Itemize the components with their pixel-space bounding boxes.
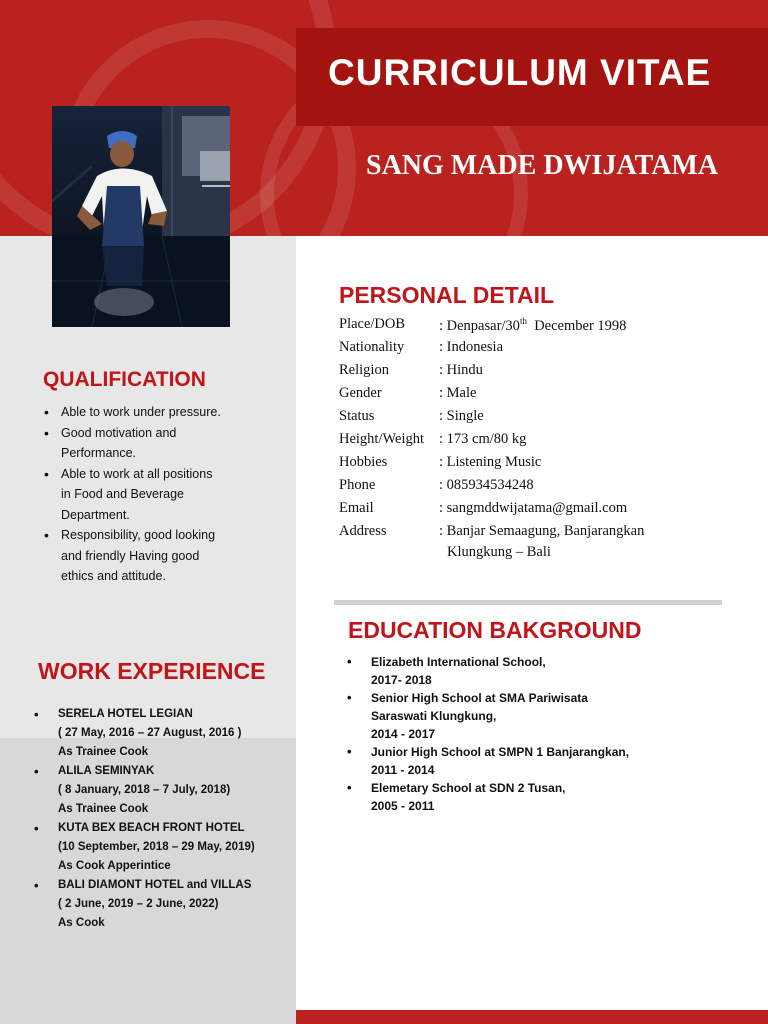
qualification-line: ethics and attitude. bbox=[61, 569, 166, 583]
dob-suffix: th bbox=[519, 316, 527, 326]
list-item bbox=[44, 402, 280, 423]
qualification-line: Performance. bbox=[61, 446, 137, 460]
table-row bbox=[339, 500, 644, 523]
detail-value: : Indonesia bbox=[439, 339, 504, 355]
detail-label: Place/DOB bbox=[339, 316, 406, 332]
detail-label: Nationality bbox=[339, 339, 405, 355]
work-period: ( 27 May, 2016 – 27 August, 2016 ) bbox=[58, 727, 242, 739]
footer-band bbox=[296, 1010, 768, 1024]
dob-value-end: December 1998 bbox=[526, 317, 627, 334]
qualification-line: • Good motivation and bbox=[61, 425, 177, 440]
table-row bbox=[339, 431, 644, 454]
table-row bbox=[339, 339, 644, 362]
detail-value bbox=[439, 316, 644, 339]
detail-value: : Single bbox=[439, 408, 484, 424]
list-item bbox=[347, 689, 707, 743]
work-place: • KUTA BEX BEACH FRONT HOTEL bbox=[58, 822, 245, 834]
table-row bbox=[339, 316, 644, 339]
work-period: ( 2 June, 2019 – 2 June, 2022) bbox=[58, 898, 219, 910]
portrait-photo-icon bbox=[52, 106, 230, 327]
qualification-line: in Food and Beverage bbox=[61, 487, 185, 501]
detail-label: Height/Weight bbox=[339, 431, 425, 447]
work-role: As Trainee Cook bbox=[58, 803, 149, 815]
list-item bbox=[347, 653, 707, 689]
candidate-name: SANG MADE DWIJATAMA bbox=[366, 150, 719, 181]
list-item bbox=[44, 423, 280, 464]
detail-value: : Hindu bbox=[439, 362, 483, 378]
education-school: • Senior High School at SMA Pariwisata bbox=[371, 691, 588, 705]
detail-value: : 085934534248 bbox=[439, 477, 534, 493]
list-item bbox=[44, 464, 280, 526]
work-role: As Cook Apperintice bbox=[58, 860, 171, 872]
work-period: ( 8 January, 2018 – 7 July, 2018) bbox=[58, 784, 231, 796]
qualification-line: Department. bbox=[61, 507, 130, 522]
list-item bbox=[347, 779, 707, 815]
table-row bbox=[339, 477, 644, 500]
education-school: • Elemetary School at SDN 2 Tusan, bbox=[371, 781, 566, 795]
qualification-line: • Able to work at all positions bbox=[61, 466, 213, 481]
qualification-line: and friendly Having good bbox=[61, 548, 200, 563]
profile-photo bbox=[52, 106, 230, 327]
detail-label: Hobbies bbox=[339, 454, 388, 470]
education-school: • Junior High School at SMPN 1 Banjarangkan, bbox=[371, 745, 630, 759]
detail-value: : 173 cm/80 kg bbox=[439, 431, 527, 447]
personal-detail-table bbox=[339, 316, 644, 561]
detail-label: Status bbox=[339, 408, 375, 424]
work-experience-list bbox=[34, 705, 292, 933]
education-years: 2014 - 2017 bbox=[371, 727, 436, 741]
qualification-list bbox=[44, 402, 280, 587]
list-item bbox=[44, 525, 280, 587]
education-school-cont: Saraswati Klungkung, bbox=[371, 709, 497, 723]
table-row bbox=[339, 362, 644, 385]
education-school: • Elizabeth International School, bbox=[371, 655, 546, 669]
work-experience-heading: WORK EXPERIENCE bbox=[38, 658, 266, 684]
detail-label: Address bbox=[339, 523, 387, 539]
detail-value bbox=[439, 523, 644, 561]
detail-value: : Male bbox=[439, 385, 477, 401]
qualification-line: • Able to work under pressure. bbox=[61, 405, 221, 419]
education-years: 2011 - 2014 bbox=[371, 763, 435, 777]
work-period: (10 September, 2018 – 29 May, 2019) bbox=[58, 841, 255, 853]
detail-label: Gender bbox=[339, 385, 382, 401]
detail-label: Email bbox=[339, 500, 374, 516]
address-line: : Banjar Semaagung, Banjarangkan bbox=[439, 523, 645, 539]
education-years: 2005 - 2011 bbox=[371, 799, 435, 813]
section-divider bbox=[334, 600, 722, 605]
table-row bbox=[339, 408, 644, 431]
detail-label: Phone bbox=[339, 477, 376, 493]
list-item bbox=[34, 705, 292, 762]
table-row bbox=[339, 385, 644, 408]
list-item bbox=[34, 762, 292, 819]
personal-detail-heading: PERSONAL DETAIL bbox=[339, 282, 555, 308]
education-heading: EDUCATION BAKGROUND bbox=[348, 617, 642, 643]
work-place: • SERELA HOTEL LEGIAN bbox=[58, 708, 193, 720]
work-place: • BALI DIAMONT HOTEL and VILLAS bbox=[58, 879, 252, 891]
work-role: As Cook bbox=[58, 917, 105, 929]
education-list bbox=[347, 653, 707, 815]
list-item bbox=[34, 819, 292, 876]
list-item bbox=[34, 876, 292, 933]
detail-label: Religion bbox=[339, 362, 389, 378]
email-value: : sangmddwijatama@gmail.com bbox=[439, 500, 628, 516]
table-row bbox=[339, 454, 644, 477]
address-line: Klungkung – Bali bbox=[447, 544, 551, 560]
detail-value: : Listening Music bbox=[439, 454, 542, 470]
table-row bbox=[339, 523, 644, 561]
education-years: 2017- 2018 bbox=[371, 673, 432, 687]
qualification-line: • Responsibility, good looking bbox=[61, 528, 216, 542]
list-item bbox=[347, 743, 707, 779]
qualification-heading: QUALIFICATION bbox=[43, 368, 206, 391]
page-title: CURRICULUM VITAE bbox=[328, 52, 712, 93]
dob-value: : Denpasar/30 bbox=[439, 317, 520, 334]
work-role: As Trainee Cook bbox=[58, 746, 149, 758]
work-place: • ALILA SEMINYAK bbox=[58, 765, 155, 777]
